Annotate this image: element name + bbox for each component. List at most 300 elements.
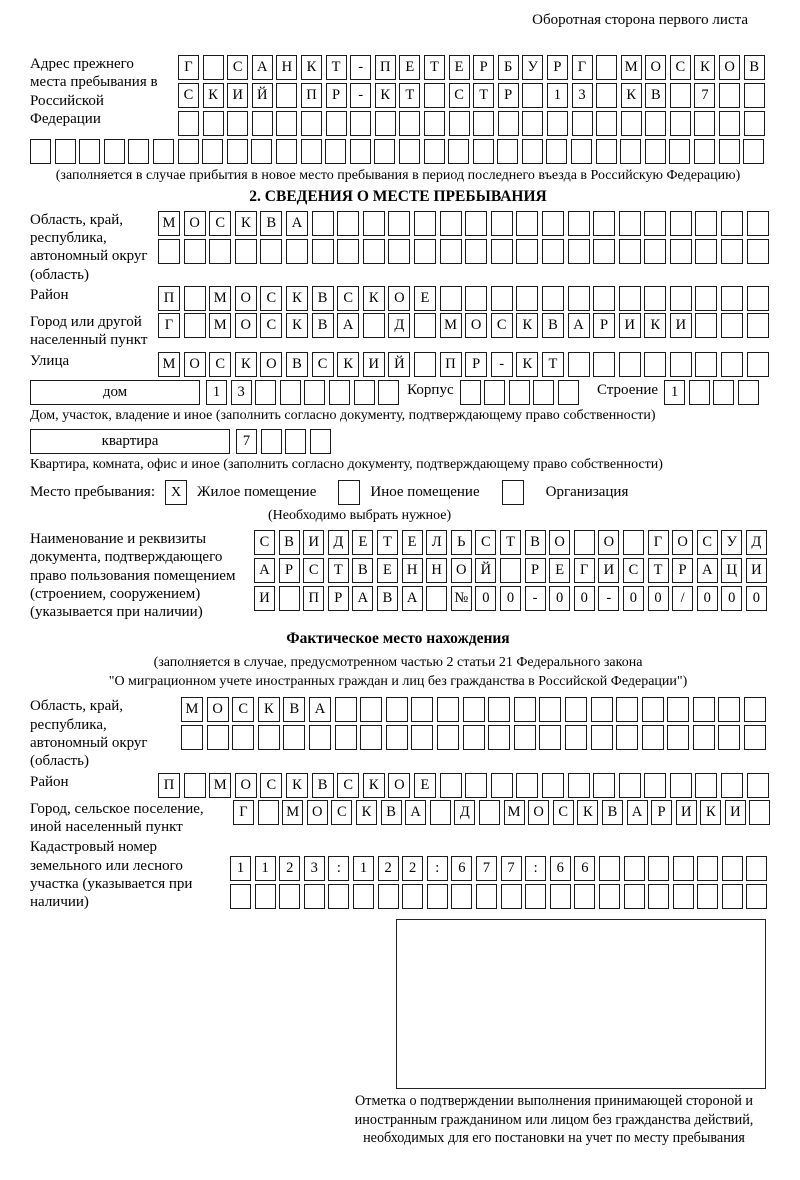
- form-cell[interactable]: [568, 286, 590, 311]
- form-cell[interactable]: [276, 83, 297, 108]
- form-cell[interactable]: [571, 139, 592, 164]
- form-cell[interactable]: [374, 139, 395, 164]
- form-cell[interactable]: 0: [721, 586, 742, 611]
- form-cell[interactable]: [375, 111, 396, 136]
- form-cell[interactable]: [694, 111, 715, 136]
- form-cell[interactable]: Е: [414, 286, 436, 311]
- form-cell[interactable]: С: [260, 313, 282, 338]
- form-cell[interactable]: [522, 111, 543, 136]
- form-cell[interactable]: М: [209, 286, 231, 311]
- form-cell[interactable]: [79, 139, 100, 164]
- form-cell[interactable]: М: [158, 211, 180, 236]
- form-cell[interactable]: И: [746, 558, 767, 583]
- form-cell[interactable]: 7: [236, 429, 257, 454]
- form-cell[interactable]: В: [744, 55, 765, 80]
- form-cell[interactable]: [746, 884, 767, 909]
- form-cell[interactable]: У: [522, 55, 543, 80]
- form-cell[interactable]: 2: [279, 856, 300, 881]
- form-cell[interactable]: Г: [574, 558, 595, 583]
- form-cell[interactable]: 3: [304, 856, 325, 881]
- form-cell[interactable]: Г: [648, 530, 669, 555]
- form-cell[interactable]: Т: [473, 83, 494, 108]
- form-cell[interactable]: Й: [475, 558, 496, 583]
- form-cell[interactable]: [460, 380, 481, 405]
- form-cell[interactable]: О: [672, 530, 693, 555]
- form-cell[interactable]: Г: [178, 55, 199, 80]
- form-cell[interactable]: О: [451, 558, 472, 583]
- form-cell[interactable]: [276, 111, 297, 136]
- form-cell[interactable]: [326, 111, 347, 136]
- form-cell[interactable]: [424, 83, 445, 108]
- form-cell[interactable]: А: [568, 313, 590, 338]
- form-cell[interactable]: [522, 83, 543, 108]
- other-premises-checkbox[interactable]: [338, 480, 360, 505]
- form-cell[interactable]: -: [350, 83, 371, 108]
- form-cell[interactable]: Г: [572, 55, 593, 80]
- form-cell[interactable]: О: [235, 286, 257, 311]
- form-cell[interactable]: [620, 139, 641, 164]
- form-cell[interactable]: [599, 884, 620, 909]
- form-cell[interactable]: [509, 380, 530, 405]
- form-cell[interactable]: [670, 352, 692, 377]
- form-cell[interactable]: [667, 725, 689, 750]
- form-cell[interactable]: В: [352, 558, 373, 583]
- form-cell[interactable]: М: [504, 800, 525, 825]
- form-cell[interactable]: [363, 239, 385, 264]
- form-cell[interactable]: О: [388, 286, 410, 311]
- form-cell[interactable]: П: [375, 55, 396, 80]
- form-cell[interactable]: [593, 211, 615, 236]
- form-cell[interactable]: Г: [233, 800, 254, 825]
- form-cell[interactable]: 0: [574, 586, 595, 611]
- form-cell[interactable]: А: [627, 800, 648, 825]
- form-cell[interactable]: К: [375, 83, 396, 108]
- form-cell[interactable]: О: [207, 697, 229, 722]
- form-cell[interactable]: [261, 429, 282, 454]
- form-cell[interactable]: [304, 884, 325, 909]
- form-cell[interactable]: 6: [550, 856, 571, 881]
- form-cell[interactable]: [430, 800, 451, 825]
- form-cell[interactable]: [673, 856, 694, 881]
- form-cell[interactable]: [363, 313, 385, 338]
- form-cell[interactable]: [465, 211, 487, 236]
- form-cell[interactable]: 7: [501, 856, 522, 881]
- form-cell[interactable]: Т: [648, 558, 669, 583]
- form-cell[interactable]: [542, 211, 564, 236]
- form-cell[interactable]: [616, 725, 638, 750]
- form-cell[interactable]: [451, 884, 472, 909]
- form-cell[interactable]: [360, 697, 382, 722]
- form-cell[interactable]: О: [235, 773, 257, 798]
- form-cell[interactable]: [209, 239, 231, 264]
- form-cell[interactable]: [325, 139, 346, 164]
- form-cell[interactable]: С: [209, 352, 231, 377]
- form-cell[interactable]: О: [598, 530, 619, 555]
- form-cell[interactable]: [721, 352, 743, 377]
- form-cell[interactable]: [565, 725, 587, 750]
- form-cell[interactable]: [301, 139, 322, 164]
- form-cell[interactable]: [312, 239, 334, 264]
- form-cell[interactable]: С: [232, 697, 254, 722]
- form-cell[interactable]: [697, 856, 718, 881]
- form-cell[interactable]: [251, 139, 272, 164]
- form-cell[interactable]: К: [258, 697, 280, 722]
- form-cell[interactable]: А: [252, 55, 273, 80]
- form-cell[interactable]: [437, 725, 459, 750]
- form-cell[interactable]: [738, 380, 759, 405]
- form-cell[interactable]: Е: [399, 55, 420, 80]
- form-cell[interactable]: М: [209, 313, 231, 338]
- form-cell[interactable]: [713, 380, 734, 405]
- form-cell[interactable]: [695, 352, 717, 377]
- form-cell[interactable]: [558, 380, 579, 405]
- form-cell[interactable]: [386, 725, 408, 750]
- form-cell[interactable]: 1: [230, 856, 251, 881]
- form-cell[interactable]: :: [427, 856, 448, 881]
- organization-checkbox[interactable]: [502, 480, 524, 505]
- form-cell[interactable]: Е: [402, 530, 423, 555]
- form-cell[interactable]: О: [184, 352, 206, 377]
- form-cell[interactable]: [648, 884, 669, 909]
- form-cell[interactable]: 1: [664, 380, 685, 405]
- form-cell[interactable]: Г: [158, 313, 180, 338]
- form-cell[interactable]: И: [227, 83, 248, 108]
- form-cell[interactable]: 6: [451, 856, 472, 881]
- form-cell[interactable]: [694, 139, 715, 164]
- form-cell[interactable]: Ь: [451, 530, 472, 555]
- form-cell[interactable]: [546, 139, 567, 164]
- form-cell[interactable]: [516, 773, 538, 798]
- form-cell[interactable]: [491, 286, 513, 311]
- form-cell[interactable]: [491, 211, 513, 236]
- form-cell[interactable]: 1: [206, 380, 227, 405]
- form-cell[interactable]: А: [352, 586, 373, 611]
- form-cell[interactable]: [667, 697, 689, 722]
- form-cell[interactable]: [424, 139, 445, 164]
- form-cell[interactable]: [202, 139, 223, 164]
- form-cell[interactable]: [749, 800, 770, 825]
- form-cell[interactable]: [596, 139, 617, 164]
- form-cell[interactable]: [572, 111, 593, 136]
- form-cell[interactable]: Т: [424, 55, 445, 80]
- form-cell[interactable]: А: [309, 697, 331, 722]
- form-cell[interactable]: [353, 884, 374, 909]
- form-cell[interactable]: Т: [399, 83, 420, 108]
- form-cell[interactable]: В: [312, 773, 334, 798]
- form-cell[interactable]: [718, 725, 740, 750]
- form-cell[interactable]: [744, 725, 766, 750]
- form-cell[interactable]: 6: [574, 856, 595, 881]
- form-cell[interactable]: [670, 111, 691, 136]
- form-cell[interactable]: И: [598, 558, 619, 583]
- form-cell[interactable]: :: [525, 856, 546, 881]
- form-cell[interactable]: [619, 211, 641, 236]
- form-cell[interactable]: Р: [672, 558, 693, 583]
- form-cell[interactable]: Н: [402, 558, 423, 583]
- form-cell[interactable]: В: [283, 697, 305, 722]
- form-cell[interactable]: Р: [465, 352, 487, 377]
- form-cell[interactable]: [721, 286, 743, 311]
- form-cell[interactable]: [104, 139, 125, 164]
- form-cell[interactable]: [644, 211, 666, 236]
- form-cell[interactable]: [539, 697, 561, 722]
- form-cell[interactable]: О: [260, 352, 282, 377]
- form-cell[interactable]: И: [619, 313, 641, 338]
- form-cell[interactable]: [227, 139, 248, 164]
- form-cell[interactable]: 0: [623, 586, 644, 611]
- form-cell[interactable]: [644, 239, 666, 264]
- form-cell[interactable]: Т: [542, 352, 564, 377]
- form-cell[interactable]: [473, 139, 494, 164]
- form-cell[interactable]: Р: [651, 800, 672, 825]
- form-cell[interactable]: 0: [549, 586, 570, 611]
- form-cell[interactable]: 2: [378, 856, 399, 881]
- form-cell[interactable]: [644, 352, 666, 377]
- form-cell[interactable]: Й: [252, 83, 273, 108]
- form-cell[interactable]: Р: [473, 55, 494, 80]
- form-cell[interactable]: [497, 139, 518, 164]
- form-cell[interactable]: К: [235, 211, 257, 236]
- form-cell[interactable]: К: [235, 352, 257, 377]
- form-cell[interactable]: [596, 55, 617, 80]
- form-cell[interactable]: [378, 884, 399, 909]
- form-cell[interactable]: К: [356, 800, 377, 825]
- form-cell[interactable]: [328, 884, 349, 909]
- form-cell[interactable]: [500, 558, 521, 583]
- form-cell[interactable]: [337, 239, 359, 264]
- form-cell[interactable]: С: [697, 530, 718, 555]
- form-cell[interactable]: [329, 380, 350, 405]
- form-cell[interactable]: В: [279, 530, 300, 555]
- form-cell[interactable]: С: [331, 800, 352, 825]
- form-cell[interactable]: Д: [454, 800, 475, 825]
- form-cell[interactable]: [747, 211, 769, 236]
- form-cell[interactable]: [402, 884, 423, 909]
- form-cell[interactable]: [516, 211, 538, 236]
- form-cell[interactable]: [670, 286, 692, 311]
- form-cell[interactable]: [644, 773, 666, 798]
- form-cell[interactable]: [501, 884, 522, 909]
- form-cell[interactable]: К: [286, 286, 308, 311]
- form-cell[interactable]: Е: [449, 55, 470, 80]
- form-cell[interactable]: [203, 55, 224, 80]
- form-cell[interactable]: [624, 884, 645, 909]
- form-cell[interactable]: Е: [352, 530, 373, 555]
- form-cell[interactable]: [616, 697, 638, 722]
- form-cell[interactable]: [744, 111, 765, 136]
- form-cell[interactable]: [30, 139, 51, 164]
- form-cell[interactable]: [184, 773, 206, 798]
- form-cell[interactable]: [426, 586, 447, 611]
- form-cell[interactable]: [285, 429, 306, 454]
- form-cell[interactable]: -: [598, 586, 619, 611]
- form-cell[interactable]: [542, 239, 564, 264]
- form-cell[interactable]: [670, 83, 691, 108]
- form-cell[interactable]: [568, 239, 590, 264]
- form-cell[interactable]: К: [644, 313, 666, 338]
- form-cell[interactable]: М: [440, 313, 462, 338]
- form-cell[interactable]: [440, 286, 462, 311]
- form-cell[interactable]: [465, 286, 487, 311]
- form-cell[interactable]: [747, 352, 769, 377]
- form-cell[interactable]: [591, 725, 613, 750]
- form-cell[interactable]: С: [209, 211, 231, 236]
- form-cell[interactable]: С: [337, 773, 359, 798]
- form-cell[interactable]: [386, 697, 408, 722]
- form-cell[interactable]: С: [312, 352, 334, 377]
- form-cell[interactable]: [350, 139, 371, 164]
- form-cell[interactable]: [235, 239, 257, 264]
- form-cell[interactable]: В: [312, 286, 334, 311]
- form-cell[interactable]: [695, 286, 717, 311]
- form-cell[interactable]: В: [286, 352, 308, 377]
- form-cell[interactable]: [744, 83, 765, 108]
- form-cell[interactable]: [258, 725, 280, 750]
- form-cell[interactable]: С: [491, 313, 513, 338]
- form-cell[interactable]: [695, 211, 717, 236]
- form-cell[interactable]: [695, 773, 717, 798]
- form-cell[interactable]: [644, 286, 666, 311]
- form-cell[interactable]: [568, 773, 590, 798]
- form-cell[interactable]: В: [312, 313, 334, 338]
- form-cell[interactable]: В: [602, 800, 623, 825]
- form-cell[interactable]: [721, 239, 743, 264]
- form-cell[interactable]: [279, 884, 300, 909]
- form-cell[interactable]: [514, 697, 536, 722]
- form-cell[interactable]: 2: [402, 856, 423, 881]
- form-cell[interactable]: М: [282, 800, 303, 825]
- form-cell[interactable]: К: [516, 352, 538, 377]
- form-cell[interactable]: [178, 139, 199, 164]
- form-cell[interactable]: [596, 111, 617, 136]
- form-cell[interactable]: [473, 111, 494, 136]
- form-cell[interactable]: М: [158, 352, 180, 377]
- form-cell[interactable]: Е: [377, 558, 398, 583]
- form-cell[interactable]: -: [350, 55, 371, 80]
- form-cell[interactable]: [645, 111, 666, 136]
- form-cell[interactable]: [593, 239, 615, 264]
- form-cell[interactable]: [484, 380, 505, 405]
- form-cell[interactable]: [363, 211, 385, 236]
- form-cell[interactable]: [399, 111, 420, 136]
- form-cell[interactable]: А: [254, 558, 275, 583]
- form-cell[interactable]: [227, 111, 248, 136]
- form-cell[interactable]: [463, 725, 485, 750]
- form-cell[interactable]: [498, 111, 519, 136]
- form-cell[interactable]: [669, 139, 690, 164]
- form-cell[interactable]: Д: [328, 530, 349, 555]
- form-cell[interactable]: Р: [593, 313, 615, 338]
- form-cell[interactable]: С: [553, 800, 574, 825]
- form-cell[interactable]: [335, 697, 357, 722]
- form-cell[interactable]: [621, 111, 642, 136]
- form-cell[interactable]: [596, 83, 617, 108]
- form-cell[interactable]: К: [516, 313, 538, 338]
- form-cell[interactable]: С: [337, 286, 359, 311]
- form-cell[interactable]: Й: [388, 352, 410, 377]
- form-cell[interactable]: [440, 211, 462, 236]
- form-cell[interactable]: [255, 884, 276, 909]
- form-cell[interactable]: [722, 856, 743, 881]
- form-cell[interactable]: 1: [547, 83, 568, 108]
- form-cell[interactable]: [414, 239, 436, 264]
- form-cell[interactable]: [427, 884, 448, 909]
- form-cell[interactable]: К: [577, 800, 598, 825]
- form-cell[interactable]: [279, 586, 300, 611]
- form-cell[interactable]: 1: [353, 856, 374, 881]
- form-cell[interactable]: [184, 239, 206, 264]
- form-cell[interactable]: [574, 884, 595, 909]
- form-cell[interactable]: В: [260, 211, 282, 236]
- form-cell[interactable]: [232, 725, 254, 750]
- form-cell[interactable]: [522, 139, 543, 164]
- form-cell[interactable]: [550, 884, 571, 909]
- form-cell[interactable]: :: [328, 856, 349, 881]
- form-cell[interactable]: [539, 725, 561, 750]
- form-cell[interactable]: С: [303, 558, 324, 583]
- form-cell[interactable]: [360, 725, 382, 750]
- form-cell[interactable]: [744, 697, 766, 722]
- form-cell[interactable]: [488, 725, 510, 750]
- form-cell[interactable]: О: [388, 773, 410, 798]
- form-cell[interactable]: [695, 313, 717, 338]
- form-cell[interactable]: 1: [255, 856, 276, 881]
- form-cell[interactable]: К: [286, 773, 308, 798]
- form-cell[interactable]: [514, 725, 536, 750]
- form-cell[interactable]: К: [694, 55, 715, 80]
- form-cell[interactable]: И: [670, 313, 692, 338]
- residential-premises-checkbox[interactable]: X: [165, 480, 187, 505]
- form-cell[interactable]: О: [465, 313, 487, 338]
- form-cell[interactable]: В: [645, 83, 666, 108]
- form-cell[interactable]: [178, 111, 199, 136]
- form-cell[interactable]: И: [676, 800, 697, 825]
- form-cell[interactable]: [591, 697, 613, 722]
- form-cell[interactable]: С: [449, 83, 470, 108]
- form-cell[interactable]: -: [525, 586, 546, 611]
- form-cell[interactable]: 0: [746, 586, 767, 611]
- form-cell[interactable]: Н: [276, 55, 297, 80]
- form-cell[interactable]: А: [697, 558, 718, 583]
- form-cell[interactable]: [721, 211, 743, 236]
- form-cell[interactable]: [719, 139, 740, 164]
- form-cell[interactable]: С: [475, 530, 496, 555]
- form-cell[interactable]: П: [158, 773, 180, 798]
- form-cell[interactable]: И: [725, 800, 746, 825]
- form-cell[interactable]: И: [363, 352, 385, 377]
- form-cell[interactable]: И: [254, 586, 275, 611]
- form-cell[interactable]: [565, 697, 587, 722]
- form-cell[interactable]: [718, 697, 740, 722]
- form-cell[interactable]: [648, 856, 669, 881]
- form-cell[interactable]: Е: [549, 558, 570, 583]
- form-cell[interactable]: А: [337, 313, 359, 338]
- form-cell[interactable]: [350, 111, 371, 136]
- form-cell[interactable]: [424, 111, 445, 136]
- form-cell[interactable]: М: [209, 773, 231, 798]
- form-cell[interactable]: П: [440, 352, 462, 377]
- form-cell[interactable]: 0: [500, 586, 521, 611]
- form-cell[interactable]: [414, 313, 436, 338]
- form-cell[interactable]: [411, 697, 433, 722]
- form-cell[interactable]: [184, 286, 206, 311]
- form-cell[interactable]: М: [181, 697, 203, 722]
- form-cell[interactable]: [411, 725, 433, 750]
- form-cell[interactable]: [448, 139, 469, 164]
- form-cell[interactable]: И: [303, 530, 324, 555]
- form-cell[interactable]: Б: [498, 55, 519, 80]
- form-cell[interactable]: №: [451, 586, 472, 611]
